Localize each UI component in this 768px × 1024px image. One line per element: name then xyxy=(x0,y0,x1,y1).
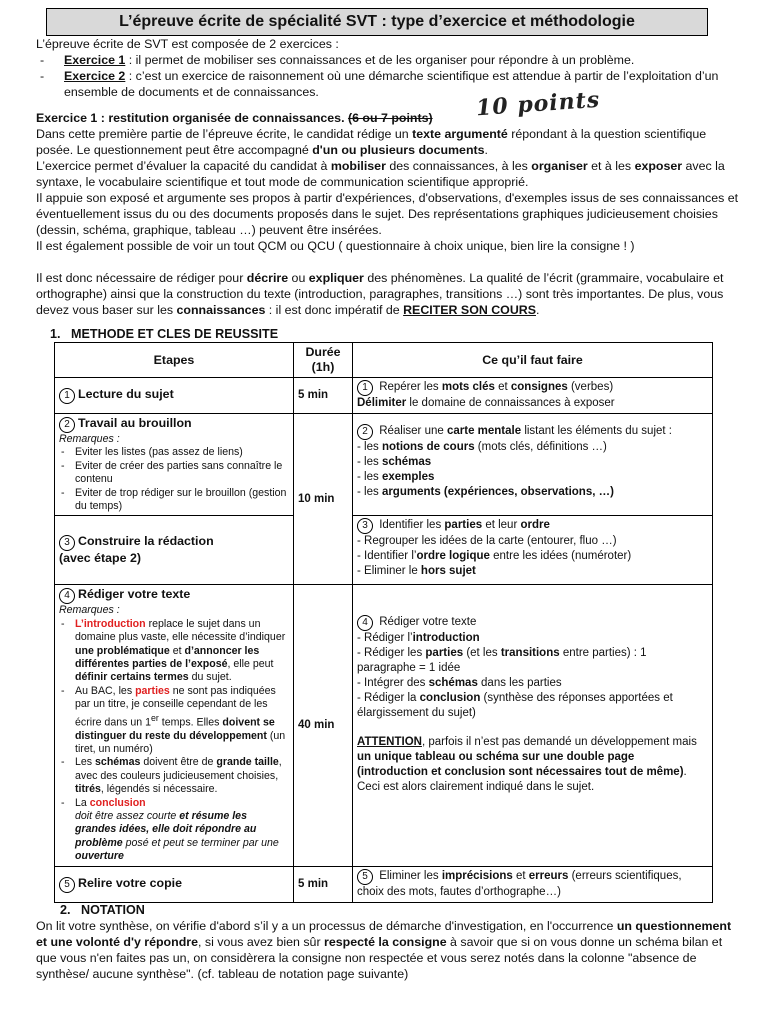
page xyxy=(36,8,740,982)
section-heading: 1. METHODE ET CLES DE REUSSITE xyxy=(50,327,279,341)
handwritten-points: 10 points xyxy=(475,86,601,122)
list-item: - Eviter les listes (pas assez de liens) xyxy=(59,446,289,459)
list-item: - L’introduction replace le sujet dans un domaine plus vaste, elle nécessite d’indiquer une problématique et d’annoncer les différentes parties de l’exposé, elle peut définir certains termes du sujet. xyxy=(59,618,289,685)
exercise-name: Exercice 1 xyxy=(64,53,126,67)
struck-points: (6 ou 7 points) xyxy=(347,111,433,125)
exercise-text: : c’est un exercice de raisonnement où une démarche scientifique est attendue à partir de l’exploitation d’un ensemble de documents et de connaissances. xyxy=(64,69,719,99)
step-cell: 2 Travail au brouillon Remarques : - Eviter les listes (pas assez de liens) - Eviter de créer des parties sans connaître le contenu - Eviter de trop rédiger sur le brouillon (gestion du temps) xyxy=(55,414,294,516)
intro-text: L’épreuve écrite de SVT est composée de 2 exercices : xyxy=(36,37,339,51)
paragraph: Il appuie son exposé et argumente ses propos à partir d'expériences, d'observations, d'exemples issus de ses connaissances et éventuellement issus du ou des documents proposés dans le sujet. Des représentations graphiques judicieusement choisies (dessin, schéma, graphique, tableau …) peuvent être insérées. xyxy=(36,191,739,237)
section-heading: 2. NOTATION xyxy=(60,902,145,917)
todo-cell: 1 Repérer les mots clés et consignes (verbes) Délimiter le domaine de connaissances à exposer xyxy=(353,378,713,414)
header-duree: Durée (1h) xyxy=(294,343,353,378)
paragraph: Il est donc nécessaire de rédiger pour décrire ou expliquer des phénomènes. La qualité de l’écrit (grammaire, vocabulaire et orthographe) ainsi que la construction du texte (introduction, paragraphes, transitions …) sont très importantes. De plus, vous devez vous baser sur les connaissances : il est donc impératif de RECITER SON COURS. xyxy=(36,271,724,317)
exercise-name: Exercice 2 xyxy=(64,69,126,83)
paragraph: Il est également possible de voir un tout QCM ou QCU ( questionnaire à choix unique, bien lire la consigne ! ) xyxy=(36,239,635,253)
table-row xyxy=(55,866,713,902)
duration-cell: 5 min xyxy=(294,866,353,902)
header-etapes: Etapes xyxy=(55,343,294,378)
duration-cell: 40 min xyxy=(294,585,353,866)
step-cell: 1 Lecture du sujet xyxy=(55,378,294,414)
step-cell: 5 Relire votre copie xyxy=(55,866,294,902)
table-row xyxy=(55,414,713,516)
exercise-list xyxy=(36,52,740,100)
list-item: - Les schémas doivent être de grande taille, avec des couleurs judicieusement choisies, titrés, légendés si nécessaire. xyxy=(59,756,289,796)
exercise-text: : il permet de mobiliser ses connaissances et de les organiser pour répondre à un problème. xyxy=(125,53,635,67)
list-item: - Au BAC, les parties ne sont pas indiquées par un titre, je conseille cependant de les écrire dans un 1er temps. Elles doivent se distinguer du reste du développement (un tiret, un numéro) xyxy=(59,685,289,757)
list-item xyxy=(36,68,740,100)
exercise1-heading xyxy=(36,86,740,126)
table-row xyxy=(55,378,713,414)
todo-cell: 4 Rédiger votre texte - Rédiger l’introduction - Rédiger les parties (et les transitions entre parties) : 1 paragraphe = 1 idée - Intégrer des schémas dans les parties - Rédiger la conclusion (synthèse des réponses apportées et élargissement du sujet) ATTENTION, parfois il n’est pas demandé un développement mais un unique tableau ou schéma sur une double page (introduction et conclusion sont nécessaires tout de même). Ceci est alors clairement indiqué dans le sujet. xyxy=(353,585,713,866)
todo-cell: 3 Identifier les parties et leur ordre - Regrouper les idées de la carte (entourer, fluo …) - Identifier l’ordre logique entre les idées (numéroter) - Eliminer le hors sujet xyxy=(353,516,713,585)
list-item: - Eviter de trop rédiger sur le brouillon (gestion du temps) xyxy=(59,487,289,514)
list-item xyxy=(36,52,740,68)
duration-cell: 5 min xyxy=(294,378,353,414)
heading-text: Exercice 1 : restitution organisée de connaissances. xyxy=(36,111,345,125)
paragraph: On lit votre synthèse, on vérifie d'abord s’il y a un processus de démarche d'investigation, en l'occurrence un questionnement et une volonté d'y répondre, si vous avez bien sûr respecté la consigne à savoir que si on vous donne un schéma bilan et que vous n'en faites pas un, on considèrera la consigne non respectée et vous serez notés dans la colonne "absence de synthèse/ aucune synthèse". (cf. tableau de notation page suivante) xyxy=(36,918,732,981)
step-cell: 4 Rédiger votre texte Remarques : - L’introduction replace le sujet dans un domaine plus vaste, elle nécessite d’indiquer une problématique et d’annoncer les différentes parties de l’exposé, elle peut définir certains termes du sujet. - Au BAC, les parties ne sont pas indiquées par un titre, je conseille cependant de les écrire dans un 1er temps. Elles doivent se distinguer du reste du développement (un tiret, un numéro) - Les schémas doivent être de grande taille, avec des couleurs judicieusement choisies, titrés, légendés si nécessaire. - La conclusion doit être assez courte et résume les grandes idées, elle doit répondre au problème posé et peut se terminer par une ouverture xyxy=(55,585,294,866)
header-faire: Ce qu’il faut faire xyxy=(353,343,713,378)
todo-cell: 5 Eliminer les imprécisions et erreurs (erreurs scientifiques, choix des mots, fautes d’orthographe…) xyxy=(353,866,713,902)
duration-cell: 10 min xyxy=(294,414,353,585)
step-cell: 3 Construire la rédaction (avec étape 2) xyxy=(55,516,294,585)
table-header-row xyxy=(55,343,713,378)
paragraph: Dans cette première partie de l’épreuve écrite, le candidat rédige un texte argumenté répondant à la question scientifique posée. Le questionnement peut être accompagné d'un ou plusieurs documents. xyxy=(36,127,707,157)
paragraph: L’exercice permet d’évaluer la capacité du candidat à mobiliser des connaissances, à les organiser et à les exposer avec la syntaxe, le vocabulaire scientifique et tout mode de communication scientifique approprié. xyxy=(36,159,725,189)
table-row xyxy=(55,585,713,866)
page-title: L’épreuve écrite de spécialité SVT : type d’exercice et méthodologie xyxy=(46,8,708,36)
list-item: - Eviter de créer des parties sans connaître le contenu xyxy=(59,460,289,487)
list-item: - La conclusion doit être assez courte et résume les grandes idées, elle doit répondre au problème posé et peut se terminer par une ouverture xyxy=(59,797,289,864)
table-row xyxy=(55,516,713,585)
todo-cell: 2 Réaliser une carte mentale listant les éléments du sujet : - les notions de cours (mots clés, définitions …) - les schémas - les exemples - les arguments (expériences, observations, …) xyxy=(353,414,713,516)
method-table xyxy=(54,342,713,903)
